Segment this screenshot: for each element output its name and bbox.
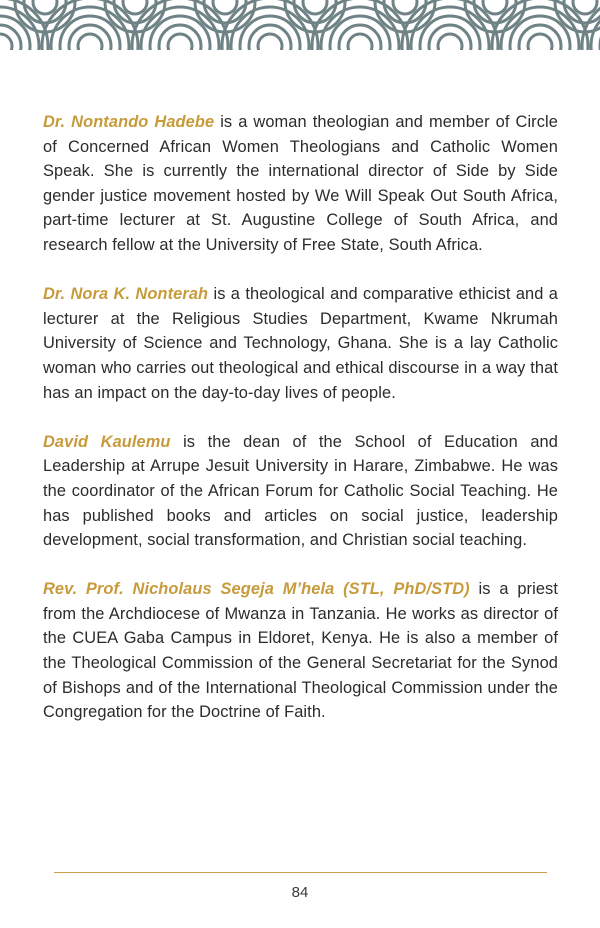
header-arc <box>33 0 57 14</box>
header-arc <box>573 0 597 14</box>
header-arc <box>69 25 111 50</box>
bio-nontando-hadebe <box>43 110 558 258</box>
header-arc <box>429 25 471 50</box>
header-arc <box>393 0 417 14</box>
header-arc <box>249 25 291 50</box>
bio-nicholaus-mhela <box>43 577 558 725</box>
header-arc <box>483 0 507 14</box>
header-arc <box>168 34 192 50</box>
header-arc <box>213 0 237 14</box>
header-arc-pattern <box>0 0 600 50</box>
header-arc <box>0 34 12 50</box>
header-arc <box>78 34 102 50</box>
header-arc <box>528 34 552 50</box>
header-arc <box>519 25 561 50</box>
header-arc <box>123 0 147 14</box>
header-arc <box>258 34 282 50</box>
bio-list <box>43 110 558 749</box>
page-number: 84 <box>291 884 309 901</box>
bio-text: is a woman theologian and member of Circle of Concerned African Women Theologians and Catholic Women Speak. She is currently the international director of Side by Side gender justice movement hosted by We Will Speak Out South Africa, part-time lecturer at St. Augustine College of South Africa, and research fellow at the University of Free State, South Africa. <box>43 113 558 254</box>
bio-text: is the dean of the School of Education and Leadership at Arrupe Jesuit University in Harare, Zimbabwe. He was the coordinator of the African Forum for Catholic Social Teaching. He has published books and articles on social justice, leadership development, social transformation, and Christian social teaching. <box>43 432 558 550</box>
header-arc <box>303 0 327 14</box>
bio-name: Dr. Nora K. Nonterah <box>43 285 209 304</box>
bio-text: is a priest from the Archdiocese of Mwanza in Tanzania. He works as director of the CUEA Gaba Campus in Eldoret, Kenya. He is also a member of the Theological Commission of the General Secretariat for the Synod of Bishops and of the International Theological Commission under the Congregation for the Doctrine of Faith. <box>43 580 558 722</box>
bio-name: David Kaulemu <box>43 432 171 451</box>
bio-text: is a theological and comparative ethicist and a lecturer at the Religious Studies Department, Kwame Nkrumah University of Science and Technology, Ghana. She is a lay Catholic woman who carries out theological and ethical discourse in a way that has an impact on the day-to-day lives of people. <box>43 285 559 402</box>
bio-name: Rev. Prof. Nicholaus Segeja M’hela (STL, PhD/STD) <box>43 580 470 599</box>
header-arc <box>339 25 381 50</box>
header-arc <box>348 34 372 50</box>
bio-david-kaulemu <box>43 430 558 553</box>
header-arc <box>438 34 462 50</box>
header-arc <box>159 25 201 50</box>
bio-name: Dr. Nontando Hadebe <box>43 113 215 131</box>
bio-nora-nonterah <box>43 282 558 405</box>
footer-divider <box>54 872 547 873</box>
